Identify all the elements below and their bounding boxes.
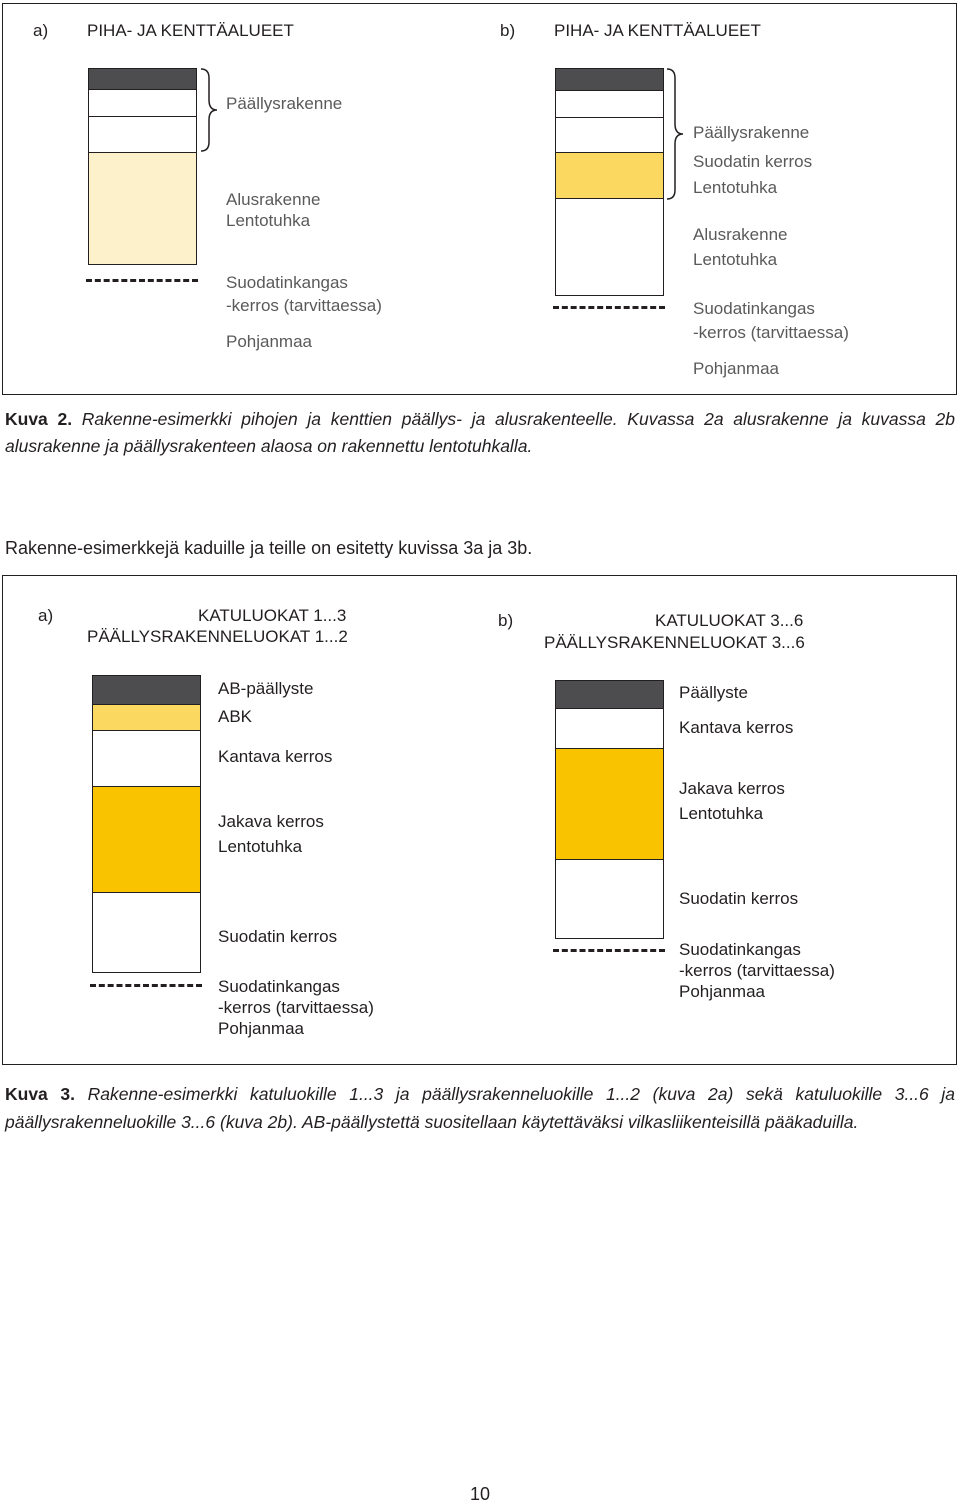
fig2b-title: PIHA- JA KENTTÄALUEET xyxy=(554,21,761,40)
fig3b-title-line2: PÄÄLLYSRAKENNELUOKAT 3...6 xyxy=(544,633,805,652)
fig2b-layer-filter-fly-ash xyxy=(556,152,663,198)
fig3b-layer-jakava xyxy=(556,748,663,859)
fig3a-layer-jakava xyxy=(93,786,200,892)
fig2b-label-suodatin-kerros: Suodatin kerros xyxy=(693,152,813,171)
fig2a-label-kerros: -kerros (tarvittaessa) xyxy=(226,296,382,315)
fig3b-letter: b) xyxy=(498,611,514,630)
fig3b-label-suodatin: Suodatin kerros xyxy=(679,889,799,908)
fig2a-layer-asphalt xyxy=(89,69,196,89)
figure-2-caption xyxy=(5,406,955,460)
fig3a-label-jakava: Jakava kerros xyxy=(218,812,324,831)
fig2a-label-suodatinkangas: Suodatinkangas xyxy=(226,273,348,292)
fig3a-label-lentotuhka: Lentotuhka xyxy=(218,837,303,856)
fig3b-layer-suodatin xyxy=(556,859,663,939)
fig2a-layer-stack xyxy=(88,68,197,265)
fig2b-label-suodatinkangas: Suodatinkangas xyxy=(693,299,815,318)
fig2a-geotextile-line xyxy=(86,279,198,282)
fig3a-title-line2: PÄÄLLYSRAKENNELUOKAT 1...2 xyxy=(87,627,348,646)
fig3a-layer-abk xyxy=(93,704,200,730)
fig3b-label-jakava: Jakava kerros xyxy=(679,779,785,798)
fig3b-label-kerros: -kerros (tarvittaessa) xyxy=(679,961,835,980)
fig2b-geotextile-line xyxy=(553,306,665,309)
fig3a-label-kerros: -kerros (tarvittaessa) xyxy=(218,998,374,1017)
fig3b-label-paallyste: Päällyste xyxy=(679,683,748,702)
fig2a-label-lentotuhka: Lentotuhka xyxy=(226,211,311,230)
fig2b-letter: b) xyxy=(500,21,516,40)
fig3a-label-pohjanmaa: Pohjanmaa xyxy=(218,1019,305,1038)
fig2b-layer-stack xyxy=(555,68,664,296)
fig3b-layer-stack xyxy=(555,680,664,939)
fig3b-geotextile-line xyxy=(553,949,665,952)
fig3b-label-pohjanmaa: Pohjanmaa xyxy=(679,982,766,1001)
fig2a-letter: a) xyxy=(33,21,49,40)
fig2b-label-lentotuhka-1: Lentotuhka xyxy=(693,178,778,197)
fig2b-layer-base-2 xyxy=(556,117,663,152)
fig3a-layer-stack xyxy=(92,675,201,973)
fig2a-layer-fly-ash xyxy=(89,152,196,265)
figure-3-caption-text: Rakenne-esimerkki katuluokille 1...3 ja päällysrakenneluokille 1...2 (kuva 2a) sekä katuluokille 3...6 ja päällysrakenneluokille 3...6 (kuva 2b). AB-päällystettä suositellaan käytettäväksi vilkasliikenteisillä pääkaduilla. xyxy=(5,1084,956,1132)
figure-2-caption-text: Rakenne-esimerkki pihojen ja kenttien päällys- ja alusrakenteelle. Kuvassa 2a alusrakenne ja kuvassa 2b alusrakenne ja päällysrakenteen alaosa on rakennettu lentotuhkalla. xyxy=(5,409,955,456)
fig2a-title: PIHA- JA KENTTÄALUEET xyxy=(87,21,294,40)
page-number: 10 xyxy=(469,1484,491,1504)
fig3a-geotextile-line xyxy=(90,984,202,987)
fig2a-layer-base-2 xyxy=(89,116,196,152)
fig2b-label-pohjanmaa: Pohjanmaa xyxy=(693,359,780,378)
fig3b-layer-paallyste xyxy=(556,681,663,708)
fig3b-title-line1: KATULUOKAT 3...6 xyxy=(655,611,804,630)
figure-3-caption-label: Kuva 3. xyxy=(5,1084,76,1104)
fig3a-label-abk: ABK xyxy=(218,707,253,726)
fig2a-label-alusrakenne: Alusrakenne xyxy=(226,190,321,209)
fig2b-layer-subbase xyxy=(556,198,663,296)
fig3a-label-ab-paallyste: AB-päällyste xyxy=(218,679,314,698)
fig3a-title-line1: KATULUOKAT 1...3 xyxy=(198,606,347,625)
fig3a-layer-ab xyxy=(93,676,200,704)
fig2b-label-alusrakenne: Alusrakenne xyxy=(693,225,788,244)
body-paragraph: Rakenne-esimerkkejä kaduille ja teille on esitetty kuvissa 3a ja 3b. xyxy=(5,538,533,558)
fig3b-label-kantava: Kantava kerros xyxy=(679,718,794,737)
figure-3-caption xyxy=(5,1080,955,1136)
fig2a-brace-icon xyxy=(199,68,221,152)
fig3a-layer-kantava xyxy=(93,730,200,786)
fig3b-label-lentotuhka: Lentotuhka xyxy=(679,804,764,823)
fig2b-brace-icon xyxy=(665,68,687,200)
fig2b-label-kerros: -kerros (tarvittaessa) xyxy=(693,323,849,342)
fig2b-layer-asphalt xyxy=(556,69,663,90)
fig3b-layer-kantava xyxy=(556,708,663,748)
fig2a-label-pohjanmaa: Pohjanmaa xyxy=(226,332,313,351)
fig3a-label-kantava: Kantava kerros xyxy=(218,747,333,766)
fig2b-label-paallysrakenne: Päällysrakenne xyxy=(693,123,810,142)
fig2a-label-paallysrakenne: Päällysrakenne xyxy=(226,94,343,113)
fig3a-label-suodatinkangas: Suodatinkangas xyxy=(218,977,340,996)
fig3a-label-suodatin: Suodatin kerros xyxy=(218,927,338,946)
figure-2-caption-label: Kuva 2. xyxy=(5,409,73,429)
fig3a-layer-suodatin xyxy=(93,892,200,973)
fig2b-layer-base-1 xyxy=(556,90,663,117)
fig3b-label-suodatinkangas: Suodatinkangas xyxy=(679,940,801,959)
fig2b-label-lentotuhka-2: Lentotuhka xyxy=(693,250,778,269)
fig2a-layer-base-1 xyxy=(89,89,196,116)
fig3a-letter: a) xyxy=(38,606,54,625)
